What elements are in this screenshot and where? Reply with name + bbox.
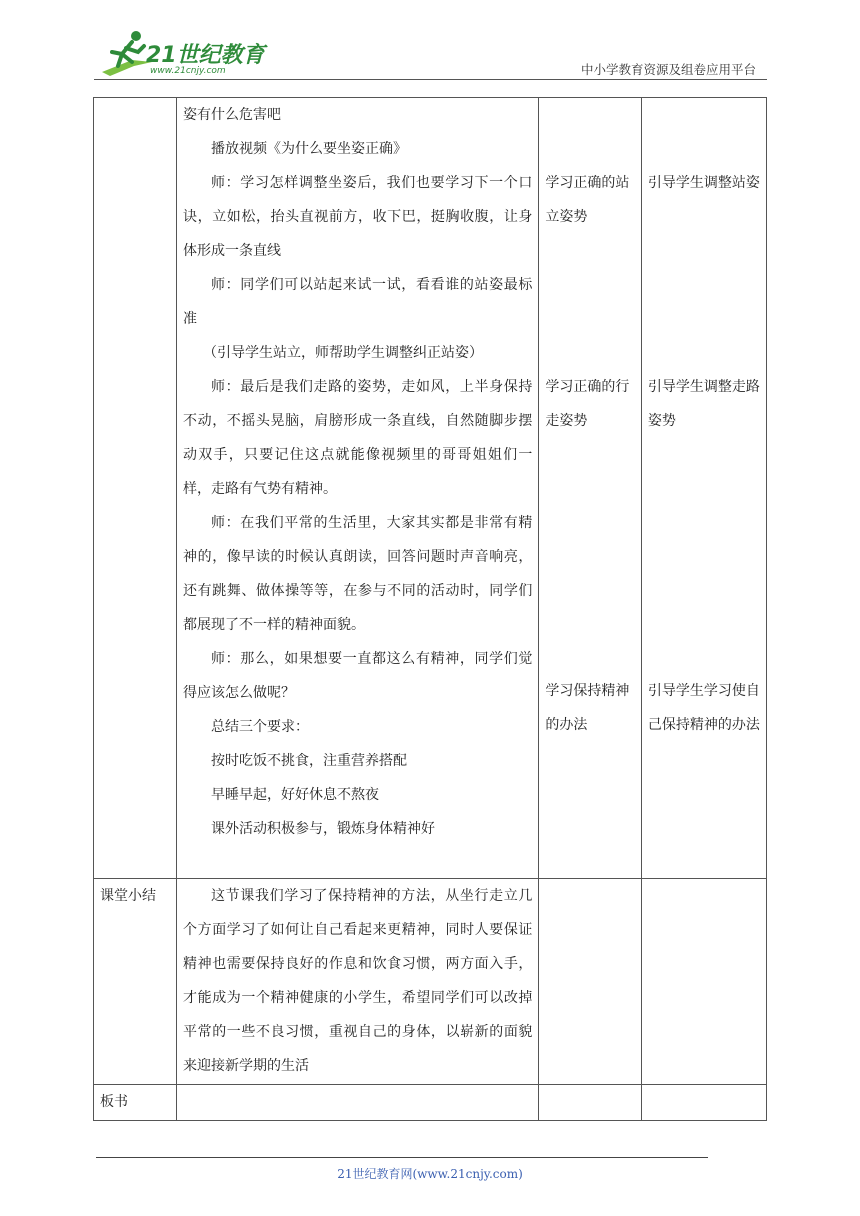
logo-url: www.21cnjy.com xyxy=(150,66,226,76)
board-empty-cell-1 xyxy=(177,1085,539,1121)
board-empty-cell-3 xyxy=(641,1085,766,1121)
student-activity-3: 学习保持精神的办法 xyxy=(545,683,630,733)
platform-title: 中小学教育资源及组卷应用平台 xyxy=(580,62,756,77)
teaching-content-cell xyxy=(177,98,539,879)
content-paragraph: 师：在我们平常的生活里，大家其实都是非常有精神的，像早读的时候认真朗读，回答问题时声音响亮，还有跳舞、做体操等等，在参与不同的活动时，同学们都展现了不一样的精神面貌。 xyxy=(183,515,533,633)
footer-divider xyxy=(96,1157,708,1158)
content-paragraph: 师：同学们可以站起来试一试，看看谁的站姿最标准 xyxy=(183,277,533,327)
lesson-table xyxy=(93,97,767,1121)
design-intent-3: 引导学生学习使自己保持精神的办法 xyxy=(647,683,760,733)
student-activity-2: 学习正确的行走姿势 xyxy=(545,379,630,429)
content-paragraph: 师：那么，如果想要一直都这么有精神，同学们觉得应该怎么做呢？ xyxy=(183,651,533,701)
footer-text: 21世纪教育网(www.21cnjy.com) xyxy=(337,1167,523,1181)
content-paragraph: 按时吃饭不挑食，注重营养搭配 xyxy=(211,753,408,769)
content-paragraph: 总结三个要求： xyxy=(211,719,310,735)
content-paragraph: 师：最后是我们走路的姿势，走如风，上半身保持不动，不摇头晃脑，肩膀形成一条直线，自然随脚步摆动双手，只要记住这点就能像视频里的哥哥姐姐们一样，走路有气势有精神。 xyxy=(183,379,533,497)
content-paragraph: 早睡早起，好好休息不熬夜 xyxy=(211,787,380,803)
design-intent-2: 引导学生调整走路姿势 xyxy=(647,379,760,429)
board-empty-cell-2 xyxy=(539,1085,641,1121)
content-paragraph: 播放视频《为什么要坐姿正确》 xyxy=(211,141,408,157)
student-activity-1: 学习正确的站立姿势 xyxy=(545,175,630,225)
header-divider xyxy=(94,79,767,80)
table-row-summary xyxy=(94,879,767,1085)
table-row-board xyxy=(94,1085,767,1121)
design-intent-1: 引导学生调整站姿 xyxy=(647,175,760,191)
content-paragraph: （引导学生站立，师帮助学生调整纠正站姿） xyxy=(203,345,484,361)
summary-content-cell xyxy=(177,879,539,1085)
content-paragraph: 姿有什么危害吧 xyxy=(183,107,282,123)
design-intent-cell xyxy=(641,98,766,879)
page-header xyxy=(0,0,860,90)
summary-empty-cell-1 xyxy=(539,879,641,1085)
content-paragraph: 课外活动积极参与，锻炼身体精神好 xyxy=(211,821,436,837)
student-activity-cell xyxy=(539,98,641,879)
logo-text: 21世纪教育 xyxy=(146,43,265,68)
summary-empty-cell-2 xyxy=(641,879,766,1085)
table-row-main xyxy=(94,98,767,879)
row-label-cell xyxy=(94,98,177,879)
summary-label: 课堂小结 xyxy=(94,879,177,1085)
content-paragraph: 师：学习怎样调整坐姿后，我们也要学习下一个口诀，立如松，抬头直视前方，收下巴，挺胸收腹，让身体形成一条直线 xyxy=(183,175,533,259)
board-label: 板书 xyxy=(94,1085,177,1121)
summary-text: 这节课我们学习了保持精神的方法，从坐行走立几个方面学习了如何让自己看起来更精神，同时人要保证精神也需要保持良好的作息和饮食习惯，两方面入手，才能成为一个精神健康的小学生，希望同学们可以改掉平常的一些不良习惯，重视自己的身体，以崭新的面貌来迎接新学期的生活 xyxy=(183,888,533,1074)
